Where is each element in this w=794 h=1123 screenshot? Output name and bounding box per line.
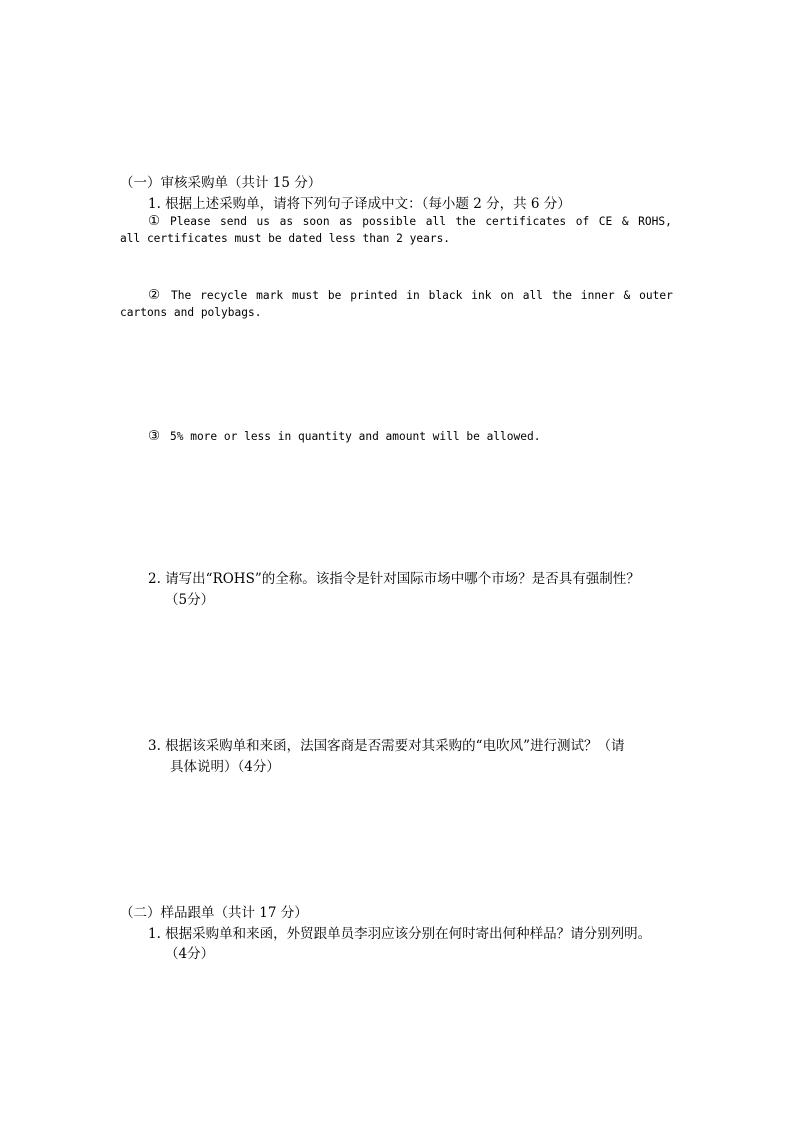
section-1-heading: （一）审核采购单（共计 15 分） <box>120 175 322 191</box>
word: & <box>621 215 629 228</box>
section-2-question-1-line-1: 1. 根据采购单和来函，外贸跟单员李羽应该分别在何时寄出何种样品？请分别列明。 <box>148 926 652 942</box>
question-3-line-2: 具体说明）（4分） <box>170 759 280 775</box>
word: outer <box>639 289 673 302</box>
word: inner <box>580 289 615 302</box>
word: all <box>425 215 446 228</box>
word: as <box>279 215 294 228</box>
word: send <box>220 215 247 228</box>
word: & <box>623 289 631 302</box>
item-3-marker: ③ <box>148 428 161 444</box>
item-1-sentence-line-1 <box>170 213 672 230</box>
word: all <box>522 289 543 302</box>
word: Please <box>170 215 211 228</box>
word: CE <box>598 215 613 228</box>
word: the <box>455 215 476 228</box>
word: must <box>292 289 319 302</box>
word: ROHS, <box>638 215 672 228</box>
word: us <box>256 215 271 228</box>
word: soon <box>302 215 330 228</box>
word: recycle <box>200 289 248 302</box>
item-2-sentence-line-2: cartons and polybags. <box>120 306 262 319</box>
item-1-sentence-line-2: all certificates must be dated less than 2 years. <box>120 232 451 245</box>
word: be <box>327 289 342 302</box>
word: certificates <box>485 215 567 228</box>
word: black <box>428 289 463 302</box>
item-2-sentence-line-1 <box>171 287 673 304</box>
question-1-prompt: 1. 根据上述采购单，请将下列句子译成中文：（每小题 2 分，共 6 分） <box>148 196 571 212</box>
question-2-line-2: （5分） <box>165 592 215 608</box>
word: in <box>406 289 420 302</box>
question-3-line-1: 3. 根据该采购单和来函，法国客商是否需要对其采购的“电吹风”进行测试？（请 <box>148 738 625 754</box>
word: possible <box>362 215 417 228</box>
word: The <box>171 289 192 302</box>
item-2-marker: ② <box>148 287 161 303</box>
word: ink <box>471 289 492 302</box>
item-1-marker: ① <box>148 213 161 229</box>
question-2-line-1: 2. 请写出“ROHS”的全称。该指令是针对国际市场中哪个市场？是否具有强制性？ <box>148 571 640 587</box>
section-2-heading: （二）样品跟单（共计 17 分） <box>120 905 308 921</box>
word: of <box>575 215 590 228</box>
word: as <box>339 215 353 228</box>
word: mark <box>256 289 284 302</box>
section-2-question-1-line-2: （4分） <box>165 946 215 962</box>
word: the <box>551 289 573 302</box>
word: on <box>500 289 514 302</box>
word: printed <box>350 289 398 302</box>
item-3-sentence: 5% more or less in quantity and amount will be allowed. <box>170 430 541 443</box>
